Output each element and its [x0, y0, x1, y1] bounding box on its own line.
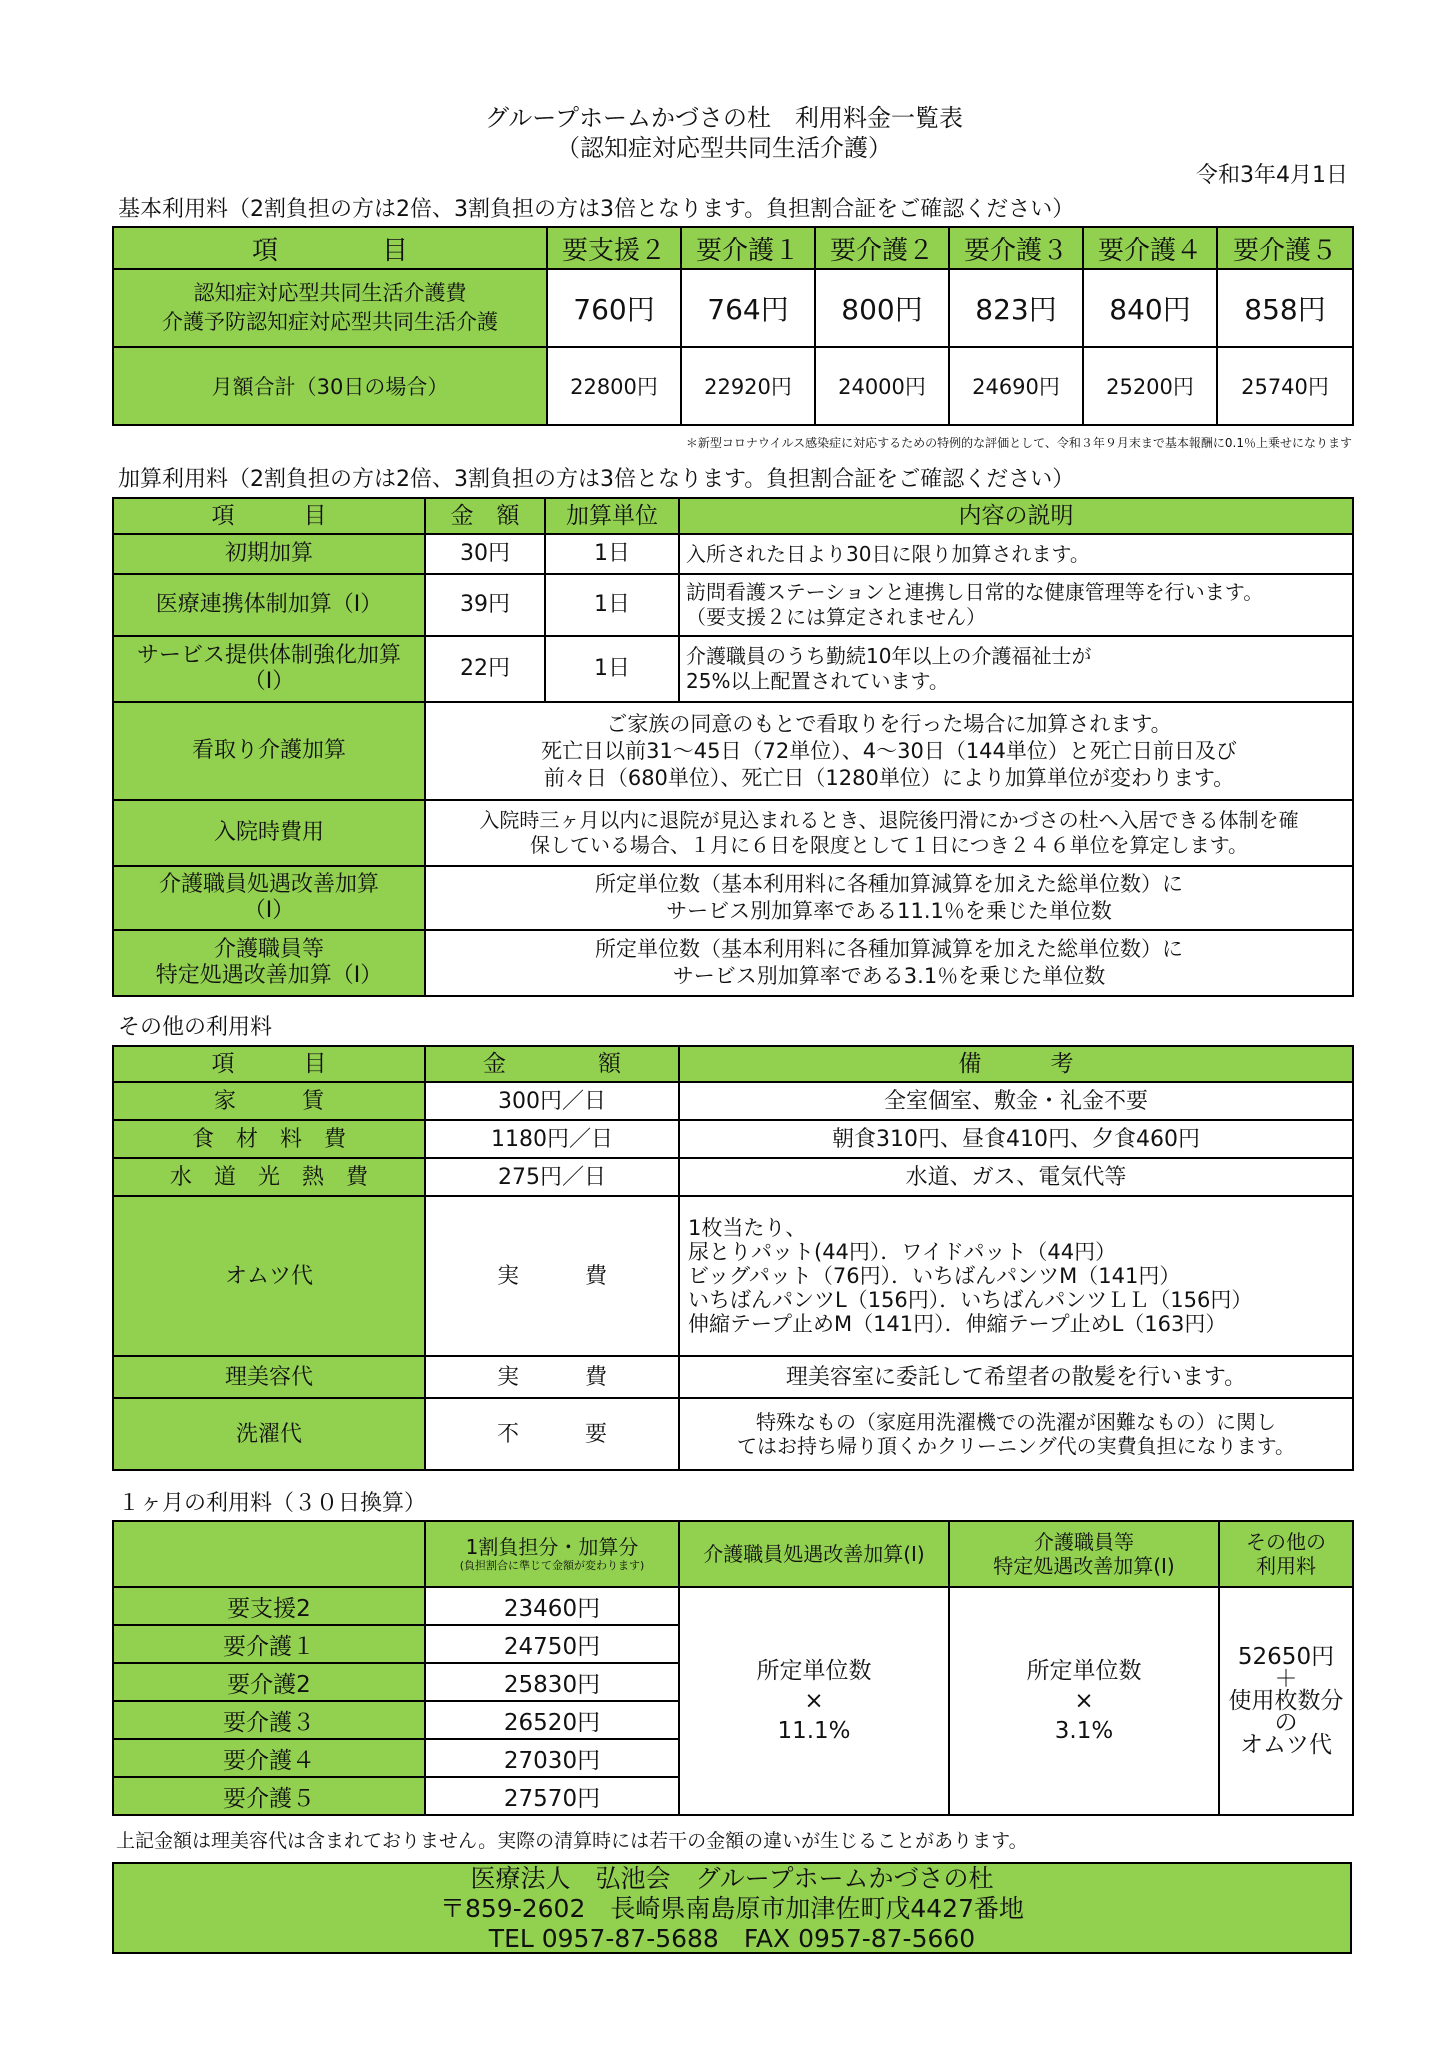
addition-description [679, 636, 1353, 702]
diaper-line: 伸縮テープ止めM（141円）．伸縮テープ止めL（163円） [688, 1312, 1227, 1336]
header-line: 利用料 [1256, 1554, 1316, 1578]
header-level: 要介護１ [681, 227, 815, 269]
addition-amount: 22円 [425, 636, 545, 702]
other-remark: 水道、ガス、電気代等 [679, 1158, 1353, 1196]
additions-table [112, 497, 1354, 997]
addition-amount: 39円 [425, 574, 545, 636]
header-shogu: 介護職員処遇改善加算(Ⅰ) [679, 1521, 949, 1587]
desc-line: サービス別加算率である3.1％を乗じた単位数 [672, 964, 1106, 988]
header-remark: 備 考 [679, 1046, 1353, 1082]
item-line: 介護職員等 [213, 937, 324, 962]
other-item: オムツ代 [113, 1196, 425, 1356]
item-line: （Ⅰ） [243, 898, 295, 923]
addition-item [113, 636, 425, 702]
addition-amount: 30円 [425, 534, 545, 574]
diaper-line: 1枚当たり、 [688, 1216, 807, 1240]
document-title: グループホームかづさの杜 利用料金一覧表 [484, 104, 964, 132]
header-base [425, 1521, 679, 1587]
daily-fee: 858円 [1217, 269, 1353, 347]
header-line: 介護職員等 [1034, 1530, 1134, 1554]
desc-line: 死亡日以前31～45日（72単位）、4～30日（144単位）と死亡日前日及び [541, 738, 1237, 763]
desc-line: 入院時三ヶ月以内に退院が見込まれるとき、退院後円滑にかづさの杜へ入居できる体制を確 [479, 808, 1299, 832]
formula-line: 3.1% [1054, 1718, 1114, 1744]
header-tokutei [949, 1521, 1219, 1587]
addition-unit: 1日 [545, 534, 679, 574]
desc-line: 所定単位数（基本利用料に各種加算減算を加えた総単位数）に [595, 937, 1183, 961]
tokutei-formula [949, 1587, 1219, 1815]
header-unit: 加算単位 [545, 498, 679, 534]
addition-description [425, 800, 1353, 866]
addition-item: 初期加算 [113, 534, 425, 574]
remark-line: 特殊なもの（家庭用洗濯機での洗濯が困難なもの）に関し [756, 1410, 1276, 1434]
diaper-line: ビッグパット（76円）．いちばんパンツM（141円） [688, 1264, 1181, 1288]
addition-item: 医療連携体制加算（Ⅰ） [113, 574, 425, 636]
header-level: 要介護５ [1217, 227, 1353, 269]
care-level: 要介護４ [113, 1739, 425, 1777]
other-item: 食 材 料 費 [113, 1120, 425, 1158]
header-line: その他の [1246, 1530, 1326, 1554]
monthly-section-label: １ヶ月の利用料（３０日換算） [118, 1491, 427, 1516]
other-line: 52650円 [1237, 1644, 1335, 1670]
desc-line: （要支援２には算定されません） [686, 605, 986, 629]
care-level: 要支援2 [113, 1587, 425, 1625]
monthly-total: 25200円 [1083, 347, 1217, 425]
care-level: 要介護１ [113, 1625, 425, 1663]
monthly-fee-table [112, 1520, 1354, 1816]
header-amount: 金 額 [425, 498, 545, 534]
monthly-amount: 27030円 [425, 1739, 679, 1777]
other-fees-summary [1219, 1587, 1353, 1815]
desc-line: 保している場合、１月に６日を限度として１日につき２４６単位を算定します。 [530, 833, 1248, 857]
header-base-sub: (負担割合に準じて金額が変わります) [459, 1559, 645, 1572]
remark-line: てはお持ち帰り頂くかクリーニング代の実費負担になります。 [737, 1434, 1295, 1458]
other-remark: 朝食310円、昼食410円、夕食460円 [679, 1120, 1353, 1158]
other-item: 理美容代 [113, 1356, 425, 1398]
other-amount: 実 費 [425, 1356, 679, 1398]
header-other [1219, 1521, 1353, 1587]
contact-footer [112, 1862, 1352, 1954]
desc-line: ご家族の同意のもとで看取りを行った場合に加算されます。 [606, 711, 1172, 736]
header-line: 特定処遇改善加算(Ⅰ) [993, 1554, 1175, 1578]
covid-note: ＊新型コロナウイルス感染症に対応するための特例的な評価として、令和３年９月末まで基本報酬に0.1％上乗せになります [685, 436, 1352, 450]
other-line: オムツ代 [1240, 1732, 1332, 1758]
label-line: 認知症対応型共同生活介護費 [193, 281, 467, 305]
footnote: 上記金額は理美容代は含まれておりません。実際の清算時には若干の金額の違いが生じることがあります。 [116, 1830, 1028, 1852]
other-amount: 実 費 [425, 1196, 679, 1356]
monthly-total: 24690円 [949, 347, 1083, 425]
monthly-amount: 27570円 [425, 1777, 679, 1815]
desc-line: 訪問看護ステーションと連携し日常的な健康管理等を行います。 [686, 580, 1264, 604]
daily-fee: 840円 [1083, 269, 1217, 347]
header-level: 要介護２ [815, 227, 949, 269]
addition-item [113, 866, 425, 930]
monthly-amount: 23460円 [425, 1587, 679, 1625]
basic-fee-table [112, 226, 1354, 426]
formula-line: × [804, 1688, 824, 1714]
item-line: （Ⅰ） [243, 669, 295, 694]
daily-fee: 760円 [547, 269, 681, 347]
other-amount: 300円／日 [425, 1082, 679, 1120]
other-remark: 全室個室、敷金・礼金不要 [679, 1082, 1353, 1120]
other-amount: 1180円／日 [425, 1120, 679, 1158]
footer-phone: TEL 0957-87-5688 FAX 0957-87-5660 [488, 1924, 976, 1953]
addition-description [425, 866, 1353, 930]
monthly-amount: 25830円 [425, 1663, 679, 1701]
label-line: 介護予防認知症対応型共同生活介護 [162, 310, 498, 334]
monthly-amount: 24750円 [425, 1625, 679, 1663]
header-base-label: 1割負担分・加算分 [465, 1535, 639, 1559]
desc-line: 介護職員のうち勤続10年以上の介護福祉士が [686, 644, 1092, 668]
header-level: 要介護４ [1083, 227, 1217, 269]
desc-line: 所定単位数（基本利用料に各種加算減算を加えた総単位数）に [595, 872, 1183, 896]
document-date: 令和3年4月1日 [1196, 163, 1348, 188]
care-level: 要介護３ [113, 1701, 425, 1739]
other-fees-table [112, 1045, 1354, 1471]
diaper-price-list [679, 1196, 1353, 1356]
care-level: 要介護５ [113, 1777, 425, 1815]
header-level: 要支援２ [547, 227, 681, 269]
formula-line: × [1074, 1688, 1094, 1714]
item-line: 介護職員処遇改善加算 [158, 872, 379, 897]
other-item: 水 道 光 熱 費 [113, 1158, 425, 1196]
addition-description [425, 930, 1353, 996]
other-remark [679, 1398, 1353, 1470]
addition-description: 入所された日より30日に限り加算されます。 [679, 534, 1353, 574]
item-line: サービス提供体制強化加算 [136, 643, 401, 668]
monthly-total: 25740円 [1217, 347, 1353, 425]
footer-address: 〒859-2602 長崎県南島原市加津佐町戊4427番地 [440, 1894, 1024, 1923]
addition-item: 看取り介護加算 [113, 702, 425, 800]
care-level: 要介護2 [113, 1663, 425, 1701]
basic-section-label: 基本利用料（2割負担の方は2倍、3割負担の方は3倍となります。負担割合証をご確認ください） [118, 197, 1075, 222]
addition-item [113, 930, 425, 996]
additions-section-label: 加算利用料（2割負担の方は2倍、3割負担の方は3倍となります。負担割合証をご確認ください） [118, 467, 1075, 492]
daily-fee: 823円 [949, 269, 1083, 347]
other-item: 洗濯代 [113, 1398, 425, 1470]
other-item: 家 賃 [113, 1082, 425, 1120]
formula-line: 所定単位数 [1026, 1658, 1142, 1684]
formula-line: 11.1% [777, 1718, 851, 1744]
header-level: 要介護３ [949, 227, 1083, 269]
addition-unit: 1日 [545, 574, 679, 636]
header-item: 項 目 [113, 227, 547, 269]
document-subtitle: （認知症対応型共同生活介護） [556, 134, 892, 162]
addition-unit: 1日 [545, 636, 679, 702]
header-amount: 金 額 [425, 1046, 679, 1082]
monthly-total: 24000円 [815, 347, 949, 425]
daily-fee: 764円 [681, 269, 815, 347]
daily-fee-label [113, 269, 547, 347]
other-line: ＋ [1274, 1666, 1298, 1692]
monthly-total: 22920円 [681, 347, 815, 425]
other-line: 使用枚数分の [1228, 1688, 1344, 1736]
other-section-label: その他の利用料 [118, 1015, 273, 1040]
addition-description [679, 574, 1353, 636]
monthly-total: 22800円 [547, 347, 681, 425]
daily-fee: 800円 [815, 269, 949, 347]
header-blank [113, 1521, 425, 1587]
desc-line: 25%以上配置されています。 [686, 669, 949, 693]
other-amount: 不 要 [425, 1398, 679, 1470]
footer-organization: 医療法人 弘池会 グループホームかづさの杜 [470, 1864, 994, 1893]
header-description: 内容の説明 [679, 498, 1353, 534]
other-amount: 275円／日 [425, 1158, 679, 1196]
header-item: 項 目 [113, 1046, 425, 1082]
diaper-line: いちばんパンツL（156円）．いちばんパンツＬＬ（156円） [688, 1288, 1253, 1312]
monthly-amount: 26520円 [425, 1701, 679, 1739]
addition-item: 入院時費用 [113, 800, 425, 866]
desc-line: サービス別加算率である11.1％を乗じた単位数 [666, 899, 1112, 923]
monthly-total-label: 月額合計（30日の場合） [113, 347, 547, 425]
desc-line: 前々日（680単位）、死亡日（1280単位）により加算単位が変わります。 [543, 765, 1235, 790]
diaper-line: 尿とりパット(44円）．ワイドパット（44円） [688, 1240, 1117, 1264]
other-remark: 理美容室に委託して希望者の散髪を行います。 [679, 1356, 1353, 1398]
shogu-formula [679, 1587, 949, 1815]
formula-line: 所定単位数 [756, 1658, 872, 1684]
header-item: 項 目 [113, 498, 425, 534]
addition-description [425, 702, 1353, 800]
item-line: 特定処遇改善加算（Ⅰ） [155, 963, 383, 988]
